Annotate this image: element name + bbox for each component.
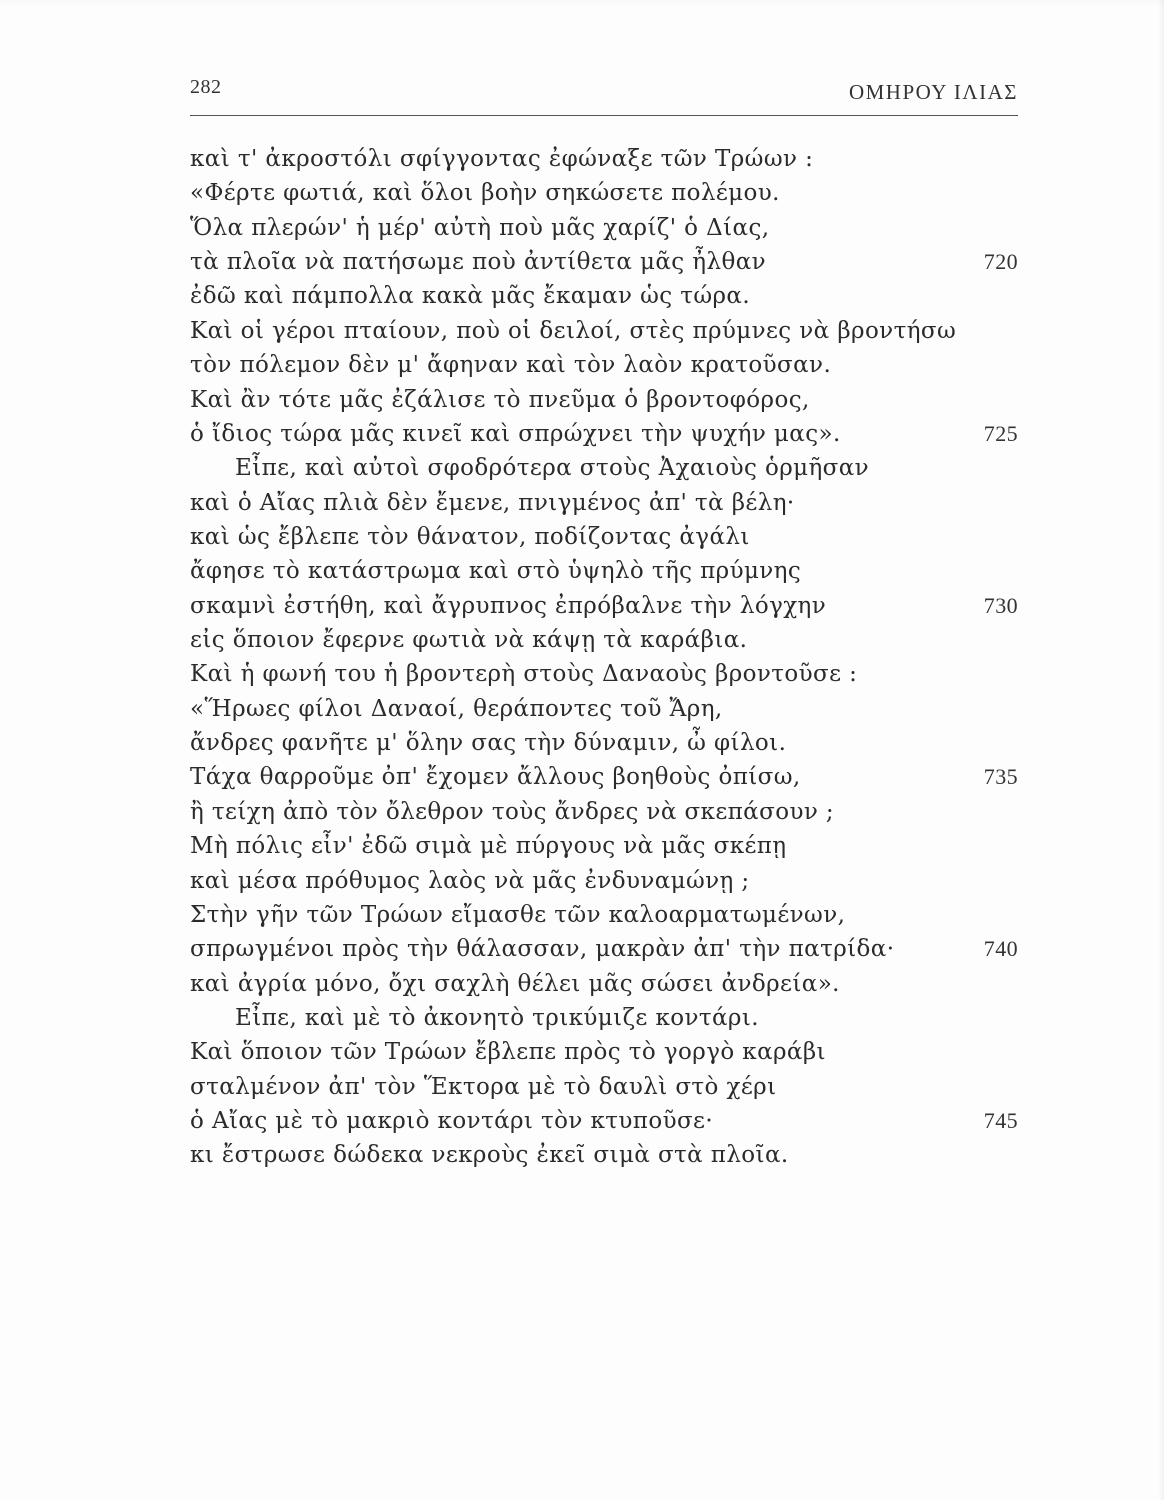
verse-line [190,795,1018,829]
verse-line [190,176,1018,210]
verse-text: καὶ ἀγρία μόνο, ὄχι σαχλὴ θέλει μᾶς σώσει ἀνδρεία». [190,970,840,997]
verse-line [190,1035,1018,1069]
verse-text: Καὶ ἡ φωνή του ἡ βροντερὴ στοὺς Δαναοὺς βροντοῦσε : [190,661,858,688]
verse-text: σπρωγμένοι πρὸς τὴν θάλασσαν, μακρὰν ἀπ' τὴν πατρίδα· [190,936,895,963]
line-number: 745 [983,1108,1018,1134]
verse-line [190,211,1018,245]
verse-text: ἄφησε τὸ κατάστρωμα καὶ στὸ ὑψηλὸ τῆς πρύμνης [190,558,802,585]
verse-text: ὁ Αἴας μὲ τὸ μακριὸ κοντάρι τὸν κτυποῦσε· [190,1108,714,1135]
verse-line [190,314,1018,348]
verse-line [190,589,1018,623]
verse-text: ἄνδρες φανῆτε μ' ὅλην σας τὴν δύναμιν, ὦ φίλοι. [190,730,787,757]
verse-text: εἰς ὅποιον ἔφερνε φωτιὰ νὰ κάψῃ τὰ καράβια. [190,627,748,654]
running-title: ΟΜΗΡΟΥ ΙΛΙΑΣ [848,80,1018,104]
verse-line [190,932,1018,966]
line-number: 740 [983,936,1018,962]
line-number: 725 [983,420,1018,446]
verse-text: καὶ ὁ Αἴας πλιὰ δὲν ἔμενε, πνιγμένος ἀπ' τὰ βέλη· [190,489,795,516]
verse-line [190,726,1018,760]
verse-text: καὶ τ' ἀκροστόλι σφίγγοντας ἐφώναξε τῶν Τρώων : [190,146,814,172]
verse-line [190,348,1018,382]
page-edge-shadow [1158,0,1164,1500]
verse-text: Ὅλα πλερών' ἡ μέρ' αὐτὴ ποὺ μᾶς χαρίζ' ὁ Δίας, [190,214,770,241]
verse-line [190,1138,1018,1172]
verse-line [190,245,1018,279]
line-number: 720 [983,249,1018,275]
verse-line [190,451,1018,485]
verse-line [190,760,1018,794]
verse-line [190,142,1018,176]
verse-line [190,1070,1018,1104]
verse-text: Εἶπε, καὶ μὲ τὸ ἀκονητὸ τρικύμιζε κοντάρι. [235,1004,759,1031]
verse-line [190,520,1018,554]
verse-text: Εἶπε, καὶ αὐτοὶ σφοδρότερα στοὺς Ἀχαιοὺς ὁρμῆσαν [235,455,870,482]
verse-line [190,692,1018,726]
page-number: 282 [190,76,222,98]
running-head [190,76,1018,116]
verse-block [190,142,1018,1173]
verse-text: τὰ πλοῖα νὰ πατήσωμε ποὺ ἀντίθετα μᾶς ἦλθαν [190,249,767,276]
verse-text: «Ἥρωες φίλοι Δαναοί, θεράποντες τοῦ Ἄρη, [190,695,723,722]
verse-line [190,383,1018,417]
line-number: 730 [983,592,1018,618]
verse-line [190,1104,1018,1138]
verse-text: Καὶ ἂν τότε μᾶς ἐζάλισε τὸ πνεῦμα ὁ βροντοφόρος, [190,386,810,413]
verse-line [190,829,1018,863]
header-rule [190,115,1018,116]
verse-text: Καὶ οἱ γέροι πταίουν, ποὺ οἱ δειλοί, στὲς πρύμνες νὰ βροντήσω [190,317,957,344]
verse-line [190,967,1018,1001]
verse-text: ἐδῶ καὶ πάμπολλα κακὰ μᾶς ἔκαμαν ὡς τώρα. [190,283,751,310]
verse-line [190,623,1018,657]
verse-text: σταλμένον ἀπ' τὸν Ἕκτορα μὲ τὸ δαυλὶ στὸ χέρι [190,1073,777,1100]
verse-text: ὁ ἴδιος τώρα μᾶς κινεῖ καὶ σπρώχνει τὴν ψυχήν μας». [190,420,841,447]
verse-text: Στὴν γῆν τῶν Τρώων εἴμασθε τῶν καλοαρματωμένων, [190,901,846,928]
verse-text: ἢ τείχη ἀπὸ τὸν ὄλεθρον τοὺς ἄνδρες νὰ σκεπάσουν ; [190,798,835,825]
verse-line [190,1001,1018,1035]
verse-line [190,554,1018,588]
verse-text: «Φέρτε φωτιά, καὶ ὅλοι βοὴν σηκώσετε πολέμου. [190,180,780,207]
verse-text: Τάχα θαρροῦμε ὀπ' ἔχομεν ἄλλους βοηθοὺς ὀπίσω, [190,764,801,791]
verse-text: σκαμνὶ ἐστήθη, καὶ ἄγρυπνος ἐπρόβαλνε τὴν λόγχην [190,592,827,619]
verse-line [190,898,1018,932]
line-number: 735 [983,764,1018,790]
verse-line [190,417,1018,451]
verse-text: Καὶ ὅποιον τῶν Τρώων ἔβλεπε πρὸς τὸ γοργὸ καράβι [190,1039,826,1066]
verse-text: Μὴ πόλις εἶν' ἐδῶ σιμὰ μὲ πύργους νὰ μᾶς σκέπῃ [190,833,787,860]
verse-text: καὶ ὡς ἔβλεπε τὸν θάνατον, ποδίζοντας ἀγάλι [190,523,750,550]
verse-line [190,486,1018,520]
verse-line [190,864,1018,898]
verse-line [190,657,1018,691]
verse-text: καὶ μέσα πρόθυμος λαὸς νὰ μᾶς ἐνδυναμώνῃ ; [190,867,750,894]
verse-line [190,279,1018,313]
verse-text: κι ἔστρωσε δώδεκα νεκροὺς ἐκεῖ σιμὰ στὰ πλοῖα. [190,1142,789,1169]
verse-text: τὸν πόλεμον δὲν μ' ἄφηναν καὶ τὸν λαὸν κρατοῦσαν. [190,352,832,379]
